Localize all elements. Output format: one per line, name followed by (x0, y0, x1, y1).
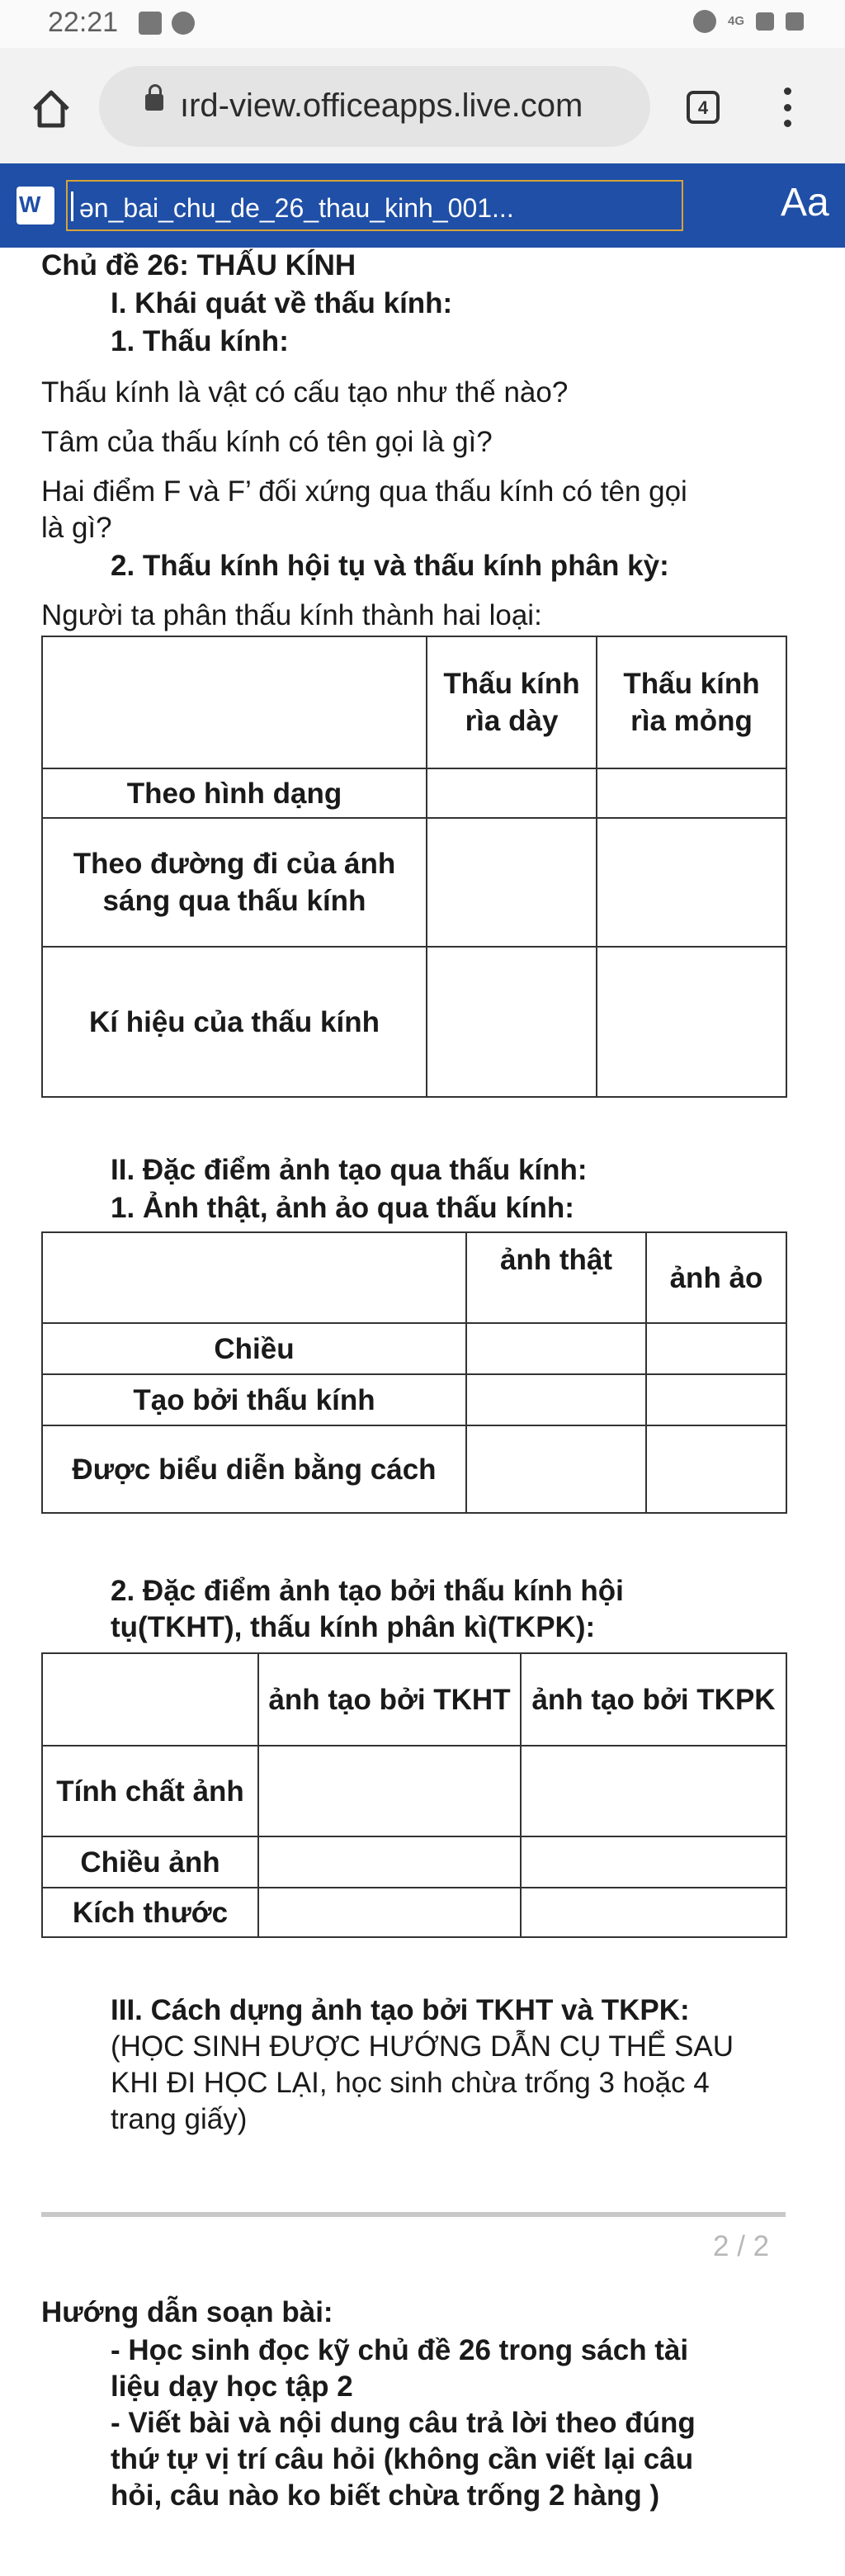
section-1-heading: I. Khái quát về thấu kính: (111, 287, 453, 319)
guide-title: Hướng dẫn soạn bài: (41, 2296, 333, 2328)
table-cell (521, 1746, 786, 1836)
table-row-header: Tạo bởi thấu kính (42, 1374, 466, 1425)
table-row-header: Kích thước (42, 1888, 258, 1937)
page-divider (41, 2212, 786, 2217)
table-cell (427, 768, 597, 818)
tab-switcher-button[interactable]: 4 (687, 91, 720, 124)
section-1-1-heading: 1. Thấu kính: (111, 325, 289, 357)
table-cell (427, 818, 597, 947)
word-app-icon (17, 187, 54, 225)
table-cell (646, 1374, 786, 1425)
status-time: 22:21 (48, 7, 119, 38)
table-row-header: Kí hiệu của thấu kính (42, 947, 427, 1097)
lens-types-intro: Người ta phân thấu kính thành hai loại: (41, 599, 542, 631)
section-2-2-heading-line-2: tụ(TKHT), thấu kính phân kì(TKPK): (111, 1611, 596, 1643)
section-3-note-line-1: (HỌC SINH ĐƯỢC HƯỚNG DẪN CỤ THỂ SAU (111, 2030, 734, 2063)
table-cell (258, 1888, 521, 1937)
table-row-header: Theo hình dạng (42, 768, 427, 818)
doc-title: Chủ đề 26: THẤU KÍNH (41, 249, 356, 281)
table-cell (646, 1323, 786, 1374)
table-header-virtual-image: ảnh ảo (646, 1232, 786, 1323)
table-cell (521, 1888, 786, 1937)
real-virtual-image-table (41, 1231, 787, 1514)
address-bar[interactable] (99, 66, 650, 147)
table-row-header: Tính chất ảnh (42, 1746, 258, 1836)
table-cell (258, 1836, 521, 1888)
table-cell (597, 818, 786, 947)
table-row-header: Được biểu diễn bằng cách (42, 1425, 466, 1513)
alarm-icon (693, 10, 716, 33)
page-indicator: 2 / 2 (713, 2230, 770, 2262)
section-2-2-heading-line-1: 2. Đặc điểm ảnh tạo bởi thấu kính hội (111, 1575, 624, 1607)
guide-item-1-line-1: - Học sinh đọc kỹ chủ đề 26 trong sách tài (111, 2334, 689, 2366)
table-cell (646, 1425, 786, 1513)
font-settings-button[interactable]: Aa (781, 181, 829, 225)
table-cell (427, 947, 597, 1097)
table-cell (42, 1232, 466, 1323)
table-cell (521, 1836, 786, 1888)
section-1-2-heading: 2. Thấu kính hội tụ và thấu kính phân kỳ: (111, 550, 669, 582)
lens-types-table (41, 636, 787, 1098)
table-cell (466, 1425, 646, 1513)
table-cell (597, 947, 786, 1097)
settings-notification-icon (172, 12, 195, 35)
section-3-note-line-2: KHI ĐI HỌC LẠI, học sinh chừa trống 3 hoặc 4 (111, 2067, 710, 2099)
gallery-notification-icon (139, 12, 162, 35)
file-name: ən_bai_chu_de_26_thau_kinh_001... (79, 193, 514, 223)
image-properties-table (41, 1652, 787, 1938)
battery-icon (786, 12, 804, 31)
guide-item-2-line-2: thứ tự vị trí câu hỏi (không cần viết lại câu (111, 2443, 694, 2475)
table-row-header: Chiều (42, 1323, 466, 1374)
table-header-tkpk: ảnh tạo bởi TKPK (521, 1653, 786, 1746)
table-header-thick-edge: Thấu kính rìa dày (427, 636, 597, 768)
question-1: Thấu kính là vật có cấu tạo như thế nào? (41, 376, 569, 409)
file-name-field[interactable] (66, 180, 683, 231)
word-viewer-header (0, 163, 845, 248)
table-cell (258, 1746, 521, 1836)
question-2: Tâm của thấu kính có tên gọi là gì? (41, 426, 493, 458)
table-row-header: Theo đường đi của ánh sáng qua thấu kính (42, 818, 427, 947)
browser-toolbar (0, 48, 845, 164)
table-cell (597, 768, 786, 818)
signal-icon (756, 12, 774, 31)
table-header-thin-edge: Thấu kính rìa mỏng (597, 636, 786, 768)
table-cell (42, 1653, 258, 1746)
question-3-line-2: là gì? (41, 512, 112, 544)
table-cell (466, 1323, 646, 1374)
table-row-header: Chiều ảnh (42, 1836, 258, 1888)
table-header-real-image: ảnh thật (466, 1232, 646, 1323)
section-3-heading: III. Cách dựng ảnh tạo bởi TKHT và TKPK: (111, 1994, 690, 2026)
lock-icon (145, 94, 163, 111)
section-3-note-line-3: trang giấy) (111, 2103, 248, 2135)
question-3-line-1: Hai điểm F và F’ đối xứng qua thấu kính có tên gọi (41, 475, 687, 508)
table-header-tkht: ảnh tạo bởi TKHT (258, 1653, 521, 1746)
url-text[interactable]: ırd-view.officeapps.live.com (180, 87, 583, 124)
more-menu-icon[interactable] (777, 87, 797, 127)
network-type: 4G (727, 14, 744, 28)
table-cell (42, 636, 427, 768)
section-2-1-heading: 1. Ảnh thật, ảnh ảo qua thấu kính: (111, 1192, 574, 1224)
section-2-heading: II. Đặc điểm ảnh tạo qua thấu kính: (111, 1154, 588, 1186)
guide-item-1-line-2: liệu dạy học tập 2 (111, 2370, 353, 2403)
guide-item-2-line-3: hỏi, câu nào ko biết chừa trống 2 hàng ) (111, 2479, 660, 2512)
status-bar (0, 0, 845, 48)
guide-item-2-line-1: - Viết bài và nội dung câu trả lời theo đúng (111, 2407, 696, 2439)
table-cell (466, 1374, 646, 1425)
home-icon[interactable] (28, 86, 74, 132)
